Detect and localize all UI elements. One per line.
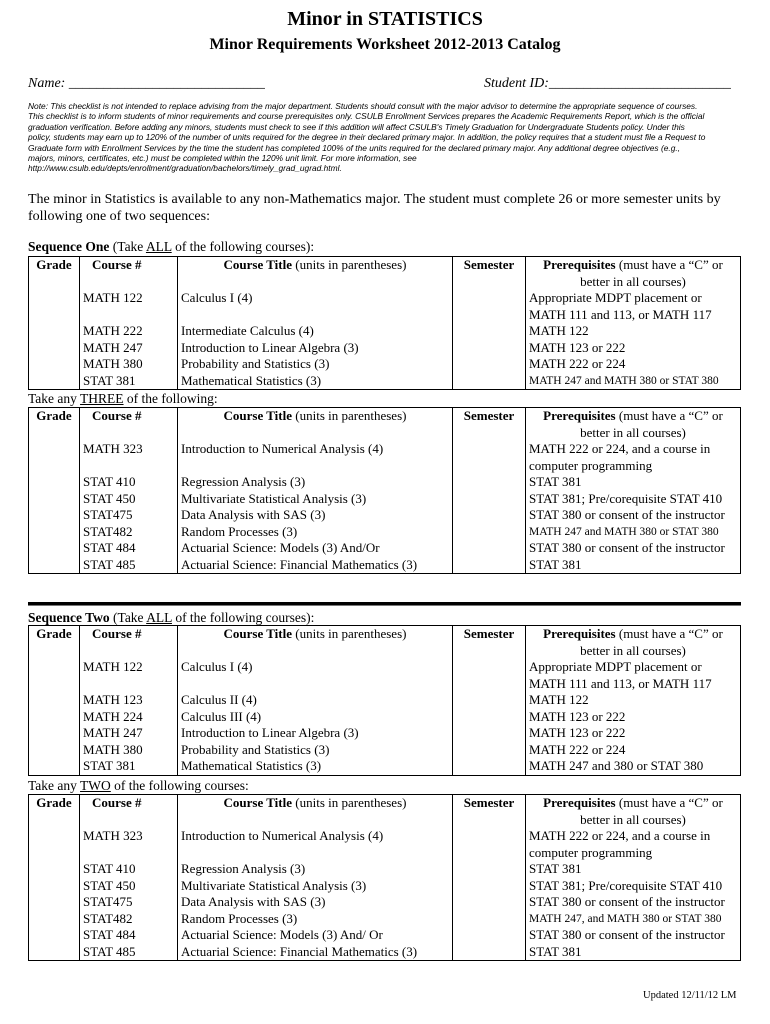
seq1-elective-caption: [28, 391, 218, 407]
title-header-bold: Course Title: [223, 795, 293, 810]
seq1-caption-pre: (Take: [109, 239, 146, 254]
grade-header: Grade: [29, 626, 80, 660]
prerequisites: MATH 247 and MATH 380 or STAT 380: [526, 373, 741, 390]
course-title: Data Analysis with SAS (3): [178, 507, 453, 524]
prereq-header-note: (must have a “C” or better in all courses): [580, 795, 723, 827]
semester-cell[interactable]: [453, 692, 526, 709]
grade-cell[interactable]: [29, 540, 80, 557]
course-number: MATH 123: [80, 692, 178, 709]
table-row: [29, 659, 741, 692]
semester-header: Semester: [453, 408, 526, 442]
prereq-header-bold: Prerequisites: [543, 795, 616, 810]
semester-cell[interactable]: [453, 356, 526, 373]
table-header-row: [29, 257, 741, 291]
table-header-row: [29, 795, 741, 829]
seq2-caption-post: of the following courses):: [171, 610, 315, 625]
semester-header: Semester: [453, 626, 526, 660]
course-number: MATH 323: [80, 441, 178, 474]
seq2-elective-caption-pre: Take any: [28, 778, 81, 793]
prereq-header: [526, 626, 741, 660]
title-header-bold: Course Title: [223, 626, 293, 641]
title-header-note: (units in parentheses): [292, 795, 407, 810]
course-title: Probability and Statistics (3): [178, 742, 453, 759]
seq2-caption: [28, 610, 314, 626]
prereq-header-bold: Prerequisites: [543, 408, 616, 423]
seq1-caption-underline: ALL: [145, 239, 172, 254]
prereq-header: [526, 408, 741, 442]
course-number: MATH 247: [80, 725, 178, 742]
grade-cell[interactable]: [29, 474, 80, 491]
seq1-caption-bold: Sequence One: [28, 239, 110, 254]
prereq-header: [526, 257, 741, 291]
grade-cell[interactable]: [29, 709, 80, 726]
course-number: MATH 380: [80, 742, 178, 759]
prerequisites: STAT 381: [526, 557, 741, 574]
course-number: STAT482: [80, 911, 178, 928]
semester-cell[interactable]: [453, 944, 526, 961]
seq1-elective-caption-underline: THREE: [80, 391, 124, 406]
course-title: Introduction to Numerical Analysis (4): [178, 828, 453, 861]
semester-cell[interactable]: [453, 507, 526, 524]
grade-cell[interactable]: [29, 927, 80, 944]
course-number: MATH 122: [80, 290, 178, 323]
course-number: STAT 381: [80, 758, 178, 775]
grade-cell[interactable]: [29, 758, 80, 775]
course-title: Calculus II (4): [178, 692, 453, 709]
course-title: Mathematical Statistics (3): [178, 373, 453, 390]
course-header: Course #: [80, 257, 178, 291]
prerequisites: STAT 381: [526, 861, 741, 878]
semester-cell[interactable]: [453, 491, 526, 508]
course-number: MATH 380: [80, 356, 178, 373]
course-title: Actuarial Science: Financial Mathematics (3): [178, 557, 453, 574]
semester-cell[interactable]: [453, 474, 526, 491]
semester-cell[interactable]: [453, 340, 526, 357]
semester-cell[interactable]: [453, 828, 526, 861]
prerequisites: STAT 381; Pre/corequisite STAT 410: [526, 878, 741, 895]
table-row: [29, 356, 741, 373]
title-header-note: (units in parentheses): [292, 257, 407, 272]
table-row: [29, 927, 741, 944]
course-title: Introduction to Linear Algebra (3): [178, 725, 453, 742]
semester-cell[interactable]: [453, 557, 526, 574]
grade-cell[interactable]: [29, 373, 80, 390]
course-number: STAT 450: [80, 491, 178, 508]
table-row: [29, 692, 741, 709]
table-row: [29, 894, 741, 911]
title-header-bold: Course Title: [223, 257, 293, 272]
semester-cell[interactable]: [453, 725, 526, 742]
grade-cell[interactable]: [29, 894, 80, 911]
course-title: Calculus I (4): [178, 290, 453, 323]
grade-header: Grade: [29, 408, 80, 442]
course-number: STAT 410: [80, 474, 178, 491]
grade-cell[interactable]: [29, 911, 80, 928]
seq2-caption-underline: ALL: [146, 610, 172, 625]
prerequisites: STAT 380 or consent of the instructor: [526, 507, 741, 524]
grade-header: Grade: [29, 795, 80, 829]
table-row: [29, 491, 741, 508]
prereq-header-note: (must have a “C” or better in all courses): [580, 257, 723, 289]
course-title: Mathematical Statistics (3): [178, 758, 453, 775]
prerequisites: MATH 247 and 380 or STAT 380: [526, 758, 741, 775]
semester-cell[interactable]: [453, 911, 526, 928]
semester-cell[interactable]: [453, 758, 526, 775]
table-row: [29, 524, 741, 541]
semester-cell[interactable]: [453, 290, 526, 323]
grade-cell[interactable]: [29, 340, 80, 357]
table-row: [29, 290, 741, 323]
page-subtitle: Minor Requirements Worksheet 2012-2013 Catalog: [209, 36, 561, 53]
table-header-row: [29, 626, 741, 660]
intro-paragraph: The minor in Statistics is available to any non-Mathematics major. The student must complete 26 or more semester units by following one of two sequences:: [28, 192, 721, 224]
grade-cell[interactable]: [29, 725, 80, 742]
grade-cell[interactable]: [29, 742, 80, 759]
table-row: [29, 557, 741, 574]
prerequisites: MATH 222 or 224, and a course in computer programming: [526, 828, 741, 861]
course-number: MATH 122: [80, 659, 178, 692]
prereq-header-bold: Prerequisites: [543, 257, 616, 272]
table-header-row: [29, 408, 741, 442]
table-row: [29, 725, 741, 742]
course-title: Introduction to Numerical Analysis (4): [178, 441, 453, 474]
prerequisites: STAT 380 or consent of the instructor: [526, 540, 741, 557]
semester-cell[interactable]: [453, 927, 526, 944]
course-title: Calculus III (4): [178, 709, 453, 726]
grade-cell[interactable]: [29, 507, 80, 524]
semester-cell[interactable]: [453, 878, 526, 895]
course-number: STAT 450: [80, 878, 178, 895]
course-title: Regression Analysis (3): [178, 861, 453, 878]
course-number: STAT 381: [80, 373, 178, 390]
prerequisites: MATH 123 or 222: [526, 725, 741, 742]
course-number: STAT 484: [80, 540, 178, 557]
course-number: STAT 484: [80, 927, 178, 944]
course-title: Intermediate Calculus (4): [178, 323, 453, 340]
course-header: Course #: [80, 626, 178, 660]
course-number: STAT 485: [80, 557, 178, 574]
table-row: [29, 540, 741, 557]
table-row: [29, 474, 741, 491]
course-number: STAT 485: [80, 944, 178, 961]
grade-cell[interactable]: [29, 557, 80, 574]
title-header: [178, 795, 453, 829]
prerequisites: MATH 123 or 222: [526, 709, 741, 726]
name-field[interactable]: Name: ____________________________: [28, 76, 265, 91]
course-title: Random Processes (3): [178, 524, 453, 541]
course-title: Actuarial Science: Models (3) And/Or: [178, 540, 453, 557]
seq1-caption-post: of the following courses):: [171, 239, 315, 254]
grade-cell[interactable]: [29, 659, 80, 692]
course-number: STAT 410: [80, 861, 178, 878]
semester-cell[interactable]: [453, 709, 526, 726]
title-header-note: (units in parentheses): [292, 626, 407, 641]
prerequisites: MATH 222 or 224: [526, 356, 741, 373]
prerequisites: STAT 381; Pre/corequisite STAT 410: [526, 491, 741, 508]
updated-footer: Updated 12/11/12 LM: [643, 990, 737, 1001]
seq1-elective-caption-pre: Take any: [28, 391, 81, 406]
semester-header: Semester: [453, 795, 526, 829]
page-title: Minor in STATISTICS: [287, 8, 483, 30]
prerequisites: Appropriate MDPT placement or MATH 111 and 113, or MATH 117: [526, 290, 741, 323]
seq1-elective-caption-post: of the following:: [123, 391, 218, 406]
course-title: Multivariate Statistical Analysis (3): [178, 878, 453, 895]
seq2-required-table: [28, 625, 741, 776]
table-row: [29, 340, 741, 357]
table-row: [29, 323, 741, 340]
prerequisites: MATH 247 and MATH 380 or STAT 380: [526, 524, 741, 541]
course-number: MATH 224: [80, 709, 178, 726]
course-title: Data Analysis with SAS (3): [178, 894, 453, 911]
grade-cell[interactable]: [29, 861, 80, 878]
prereq-header-note: (must have a “C” or better in all courses): [580, 408, 723, 440]
grade-cell[interactable]: [29, 491, 80, 508]
semester-header: Semester: [453, 257, 526, 291]
table-row: [29, 861, 741, 878]
grade-cell[interactable]: [29, 692, 80, 709]
seq1-caption: [28, 239, 314, 255]
advising-note: Note: This checklist is not intended to replace advising from the major department. Students should consult with the major advisor to determine the appropriate sequence of courses. This checklist is to inform students of minor requirements and course prerequisites only. CSULB Enrollment Services prepares the Academic Requirements Report, which is the official graduation verification. Before adding any minors, students must check to see if this addition will affect CSULB's Timely Graduation for Undergraduate Students policy. Under this policy, students may earn up to 120% of the number of units required for the degree in their declared primary major. In addition, the policy requires that a student must file a Request to Graduate form with Enrollment Services by the time the student has completed 100% of the units required for the declared primary major. Any additional degree objectives (e.g., majors, minors, certificates, etc.) must be completed within the 120% unit limit. For more information, see http://www.csulb.edu/depts/enrollment/graduation/bachelors/timely_grad_ugrad.html.: [28, 101, 706, 174]
seq2-elective-table: [28, 794, 741, 961]
grade-cell[interactable]: [29, 828, 80, 861]
prerequisites: MATH 222 or 224: [526, 742, 741, 759]
table-row: [29, 944, 741, 961]
course-number: STAT482: [80, 524, 178, 541]
semester-cell[interactable]: [453, 659, 526, 692]
course-number: STAT475: [80, 507, 178, 524]
course-title: Regression Analysis (3): [178, 474, 453, 491]
grade-header: Grade: [29, 257, 80, 291]
course-title: Multivariate Statistical Analysis (3): [178, 491, 453, 508]
seq2-elective-caption-underline: TWO: [80, 778, 111, 793]
course-number: MATH 247: [80, 340, 178, 357]
prerequisites: STAT 381: [526, 944, 741, 961]
course-title: Calculus I (4): [178, 659, 453, 692]
prereq-header: [526, 795, 741, 829]
prerequisites: STAT 380 or consent of the instructor: [526, 927, 741, 944]
prerequisites: MATH 123 or 222: [526, 340, 741, 357]
grade-cell[interactable]: [29, 441, 80, 474]
title-header: [178, 626, 453, 660]
grade-cell[interactable]: [29, 323, 80, 340]
prerequisites: MATH 222 or 224, and a course in computer programming: [526, 441, 741, 474]
course-title: Actuarial Science: Financial Mathematics (3): [178, 944, 453, 961]
title-header: [178, 257, 453, 291]
semester-cell[interactable]: [453, 441, 526, 474]
grade-cell[interactable]: [29, 524, 80, 541]
grade-cell[interactable]: [29, 290, 80, 323]
semester-cell[interactable]: [453, 540, 526, 557]
semester-cell[interactable]: [453, 861, 526, 878]
course-number: STAT475: [80, 894, 178, 911]
semester-cell[interactable]: [453, 373, 526, 390]
seq2-caption-bold: Sequence Two: [28, 610, 110, 625]
table-row: [29, 373, 741, 390]
course-number: MATH 222: [80, 323, 178, 340]
table-row: [29, 742, 741, 759]
course-title: Random Processes (3): [178, 911, 453, 928]
seq1-required-table: [28, 256, 741, 390]
course-title: Probability and Statistics (3): [178, 356, 453, 373]
semester-cell[interactable]: [453, 894, 526, 911]
prerequisites: Appropriate MDPT placement or MATH 111 and 113, or MATH 117: [526, 659, 741, 692]
prereq-header-bold: Prerequisites: [543, 626, 616, 641]
table-row: [29, 758, 741, 775]
course-number: MATH 323: [80, 828, 178, 861]
course-header: Course #: [80, 795, 178, 829]
seq2-elective-caption: [28, 778, 249, 794]
table-row: [29, 507, 741, 524]
grade-cell[interactable]: [29, 944, 80, 961]
prerequisites: MATH 247, and MATH 380 or STAT 380: [526, 911, 741, 928]
seq1-elective-table: [28, 407, 741, 574]
prerequisites: STAT 380 or consent of the instructor: [526, 894, 741, 911]
title-header: [178, 408, 453, 442]
sequence-divider: [28, 602, 741, 606]
prerequisites: MATH 122: [526, 692, 741, 709]
seq2-elective-caption-post: of the following courses:: [110, 778, 249, 793]
table-row: [29, 911, 741, 928]
semester-cell[interactable]: [453, 524, 526, 541]
table-row: [29, 878, 741, 895]
grade-cell[interactable]: [29, 878, 80, 895]
course-title: Actuarial Science: Models (3) And/ Or: [178, 927, 453, 944]
semester-cell[interactable]: [453, 323, 526, 340]
seq2-caption-pre: (Take: [109, 610, 147, 625]
course-title: Introduction to Linear Algebra (3): [178, 340, 453, 357]
table-row: [29, 828, 741, 861]
prerequisites: MATH 122: [526, 323, 741, 340]
title-header-bold: Course Title: [223, 408, 293, 423]
semester-cell[interactable]: [453, 742, 526, 759]
student-id-field[interactable]: Student ID:__________________________: [484, 76, 731, 91]
course-header: Course #: [80, 408, 178, 442]
prereq-header-note: (must have a “C” or better in all courses): [580, 626, 723, 658]
table-row: [29, 441, 741, 474]
table-row: [29, 709, 741, 726]
prerequisites: STAT 381: [526, 474, 741, 491]
title-header-note: (units in parentheses): [292, 408, 407, 423]
grade-cell[interactable]: [29, 356, 80, 373]
